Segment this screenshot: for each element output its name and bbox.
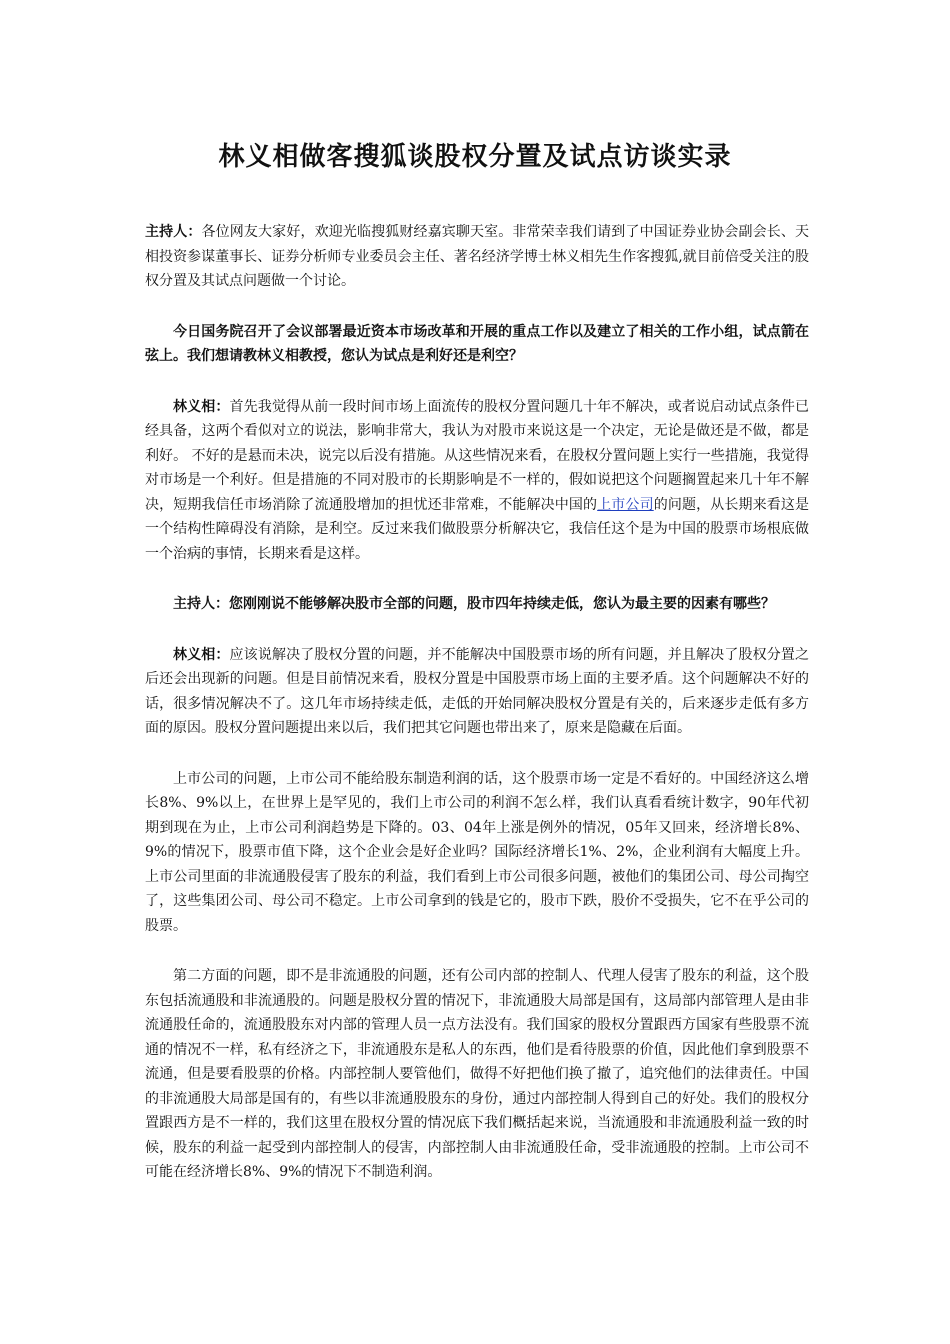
listed-company-link[interactable]: 上市公司: [597, 496, 654, 513]
paragraph-text: 上市公司的问题，上市公司不能给股东制造利润的话，这个股票市场一定是不看好的。中国经济这么增长8%、9%以上，在世界上是罕见的，我们上市公司的利润不怎么样，我们认真看看统计数字，90年代初期到现在为止，上市公司利润趋势是下降的。03、04年上涨是例外的情况，05年又回来，经济增长8%、9%的情况下，股票市值下降，这个企业会是好企业吗？国际经济增长1%、2%，企业利润有大幅度上升。上市公司里面的非流通股侵害了股东的利益，我们看到上市公司很多问题，被他们的集团公司、母公司掏空了，这些集团公司、母公司不稳定。上市公司拿到的钱是它的，股市下跌，股价不受损失，它不在乎公司的股票。: [145, 770, 809, 934]
paragraph-lin-answer-2: [145, 643, 809, 741]
speaker-label: 林义相：: [173, 646, 230, 663]
paragraph-text: 各位网友大家好，欢迎光临搜狐财经嘉宾聊天室。非常荣幸我们请到了中国证券业协会副会长、天相投资参谋董事长、证券分析师专业委员会主任、著名经济学博士林义相先生作客搜狐,就目前倍受关注的股权分置及其试点问题做一个讨论。: [145, 224, 810, 289]
document-title: 林义相做客搜狐谈股权分置及试点访谈实录: [218, 142, 732, 172]
paragraph-host-question-2: [145, 592, 809, 617]
paragraph-lin-answer-1: [145, 395, 809, 567]
paragraph-listed-companies: [145, 767, 809, 939]
paragraph-text: 今日国务院召开了会议部署最近资本市场改革和开展的重点工作以及建立了相关的工作小组，试点箭在弦上。我们想请教林义相教授，您认为试点是利好还是利空？: [145, 323, 809, 364]
paragraph-text: 应该说解决了股权分置的问题，并不能解决中国股票市场的所有问题，并且解决了股权分置之后还会出现新的问题。但是目前情况来看，股权分置是中国股票市场上面的主要矛盾。这个问题解决不好的话，很多情况解决不了。这几年市场持续走低，走低的开始同解决股权分置是有关的，后来逐步走低有多方面的原因。股权分置问题提出来以后，我们把其它问题也带出来了，原来是隐藏在后面。: [145, 646, 809, 736]
paragraph-host-question: [145, 320, 809, 369]
paragraph-text: 第二方面的问题，即不是非流通股的问题，还有公司内部的控制人、代理人侵害了股东的利益，这个股东包括流通股和非流通股的。问题是股权分置的情况下，非流通股大局部是国有，这局部内部管理人是由非流通股任命的，流通股股东对内部的管理人员一点方法没有。我们国家的股权分置跟西方国家有些股票不流通的情况不一样，私有经济之下，非流通股东是私人的东西，他们是看待股票的价值，因此他们拿到股票不流通，但是要看股票的价格。内部控制人要管他们，做得不好把他们换了撤了，追究他们的法律责任。中国的非流通股大局部是国有的，有些以非流通股股东的身份，通过内部控制人得到自己的好处。我们的股权分置跟西方是不一样的，我们这里在股权分置的情况底下我们概括起来说，当流通股和非流通股利益一致的时候，股东的利益一起受到内部控制人的侵害，内部控制人由非流通股任命，受非流通股的控制。上市公司不可能在经济增长8%、9%的情况下不制造利润。: [145, 968, 809, 1180]
paragraph-text: 首先我觉得从前一段时间市场上面流传的股权分置问题几十年不解决，或者说启动试点条件已经具备，这两个看似对立的说法，影响非常大，我认为对股市来说这是一个决定，无论是做还是不做，都是利好。 不好的是悬而未决，说完以后没有措施。从这些情况来看，在股权分置问题上实行一些措施，我觉得对市场是一个利好。但是措施的不同对股市的长期影响是不一样的，假如说把这个问题搁置起来几十年不解决，短期我信任市场消除了流通股增加的担忧还非常难，不能解决中国的: [145, 398, 809, 513]
document-body: [145, 220, 809, 1211]
paragraph-second-issue: [145, 964, 809, 1185]
paragraph-host-intro: [145, 220, 809, 294]
speaker-label: 林义相：: [173, 398, 230, 415]
speaker-label: 主持人：: [173, 596, 229, 612]
paragraph-text: 的问题，从长期来看这是一个结构性障碍没有消除，是利空。反过来我们做股票分析解决它，我信任这个是为中国的股票市场根底做一个治病的事情，长期来看是这样。: [145, 496, 810, 562]
paragraph-text: 您刚刚说不能够解决股市全部的问题，股市四年持续走低，您认为最主要的因素有哪些？: [229, 596, 775, 612]
speaker-label: 主持人：: [145, 224, 202, 240]
